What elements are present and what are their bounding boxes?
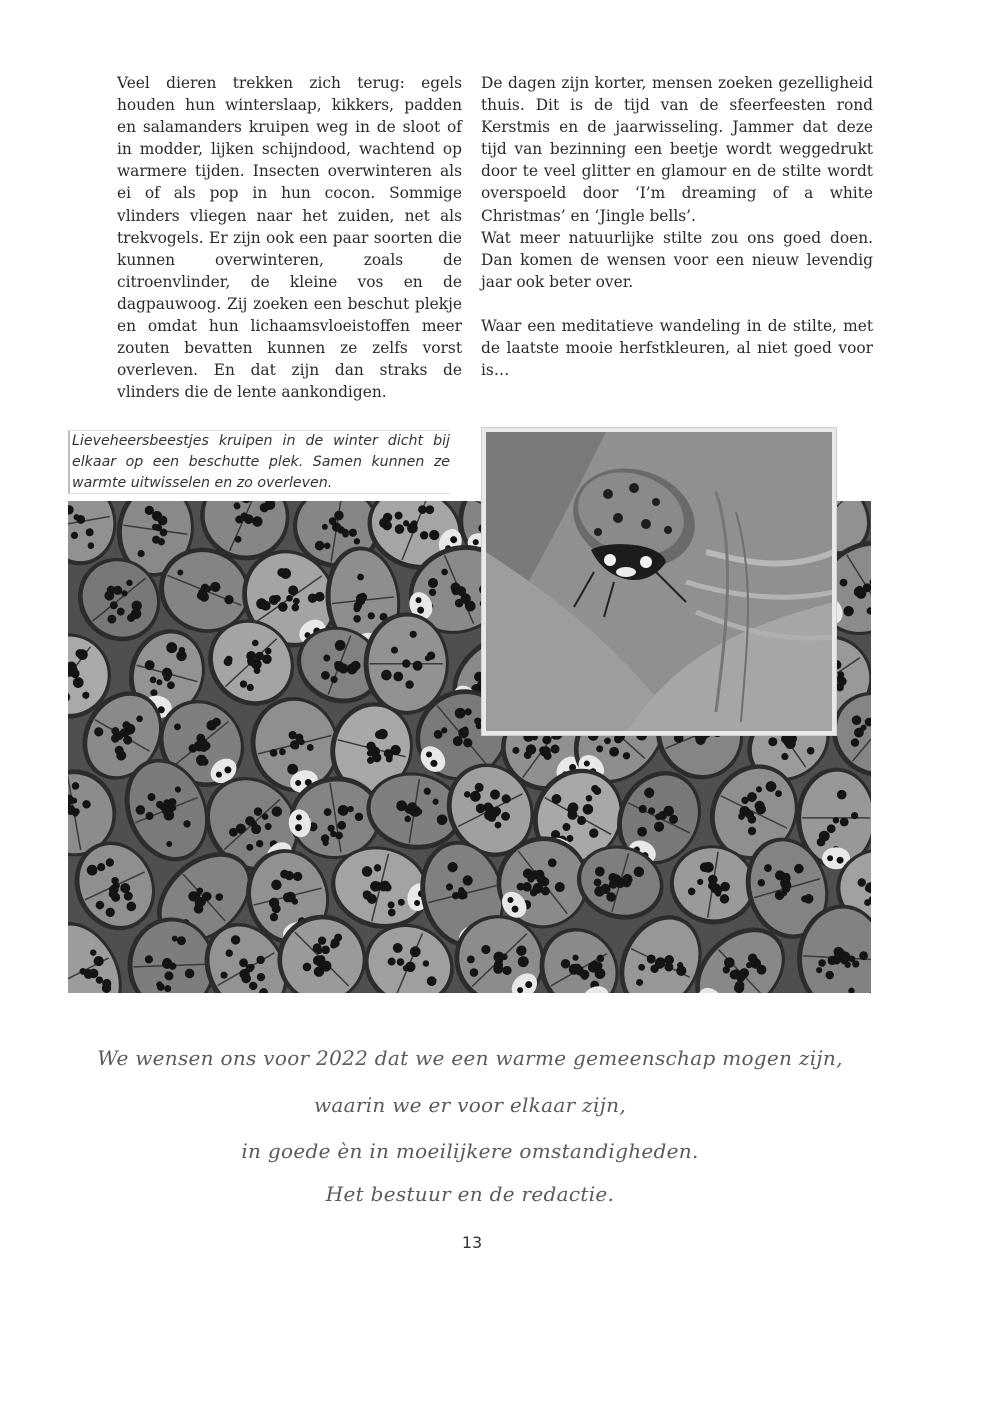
right-text-column <box>481 72 873 381</box>
right-column-paragraph-3: Waar een meditatieve wandeling in de stilte, met de laatste mooie herfstkleuren, al niet goed voor is… <box>481 316 873 380</box>
left-text-column <box>117 72 462 403</box>
photo-caption: Lieveheersbeestjes kruipen in de winter dicht bij elkaar op een beschutte plek. Samen kunnen ze warmte uitwisselen en zo overleven. <box>68 430 450 494</box>
single-ladybug-photo <box>481 427 837 736</box>
wish-signature: Het bestuur en de redactie. <box>325 1182 615 1206</box>
wish-line-1: We wensen ons voor 2022 dat we een warme gemeenschap mogen zijn, <box>97 1046 843 1070</box>
wish-line-3: in goede èn in moeilijkere omstandigheden. <box>241 1139 699 1163</box>
page-number: 13 <box>461 1233 483 1252</box>
right-column-paragraph-2: Wat meer natuurlijke stilte zou ons goed doen. Dan komen de wensen voor een nieuw levendig jaar ook beter over. <box>481 228 873 291</box>
left-column-paragraph: Veel dieren trekken zich terug: egels houden hun winterslaap, kikkers, padden en salamanders kruipen weg in de sloot of in modder, lijken schijndood, wachtend op warmere tijden. Insecten overwinteren als ei of als pop in hun cocon. Sommige vlinders vliegen naar het zuiden, net als trekvogels. Er zijn ook een paar soorten die kunnen overwinteren, zoals de citroenvlinder, de kleine vos en de dagpauwoog. Zij zoeken een beschut plekje en omdat hun lichaamsvloeistoffen meer zouten bevatten kunnen ze zelfs vorst overleven. En dat zijn dan straks de vlinders die de lente aankondigen. <box>117 74 462 402</box>
right-column-paragraph-1: De dagen zijn korter, mensen zoeken gezelligheid thuis. Dit is de tijd van de sfeerfeesten rond Kerstmis en de jaarwisseling. Jammer dat deze tijd van bezinning een beetje wordt weggedrukt door te veel glitter en glamour en de stilte wordt overspoeld door ‘I’m dreaming of a white Christmas’ en ‘Jingle bells’. <box>481 74 873 225</box>
wish-line-2: waarin we er voor elkaar zijn, <box>313 1093 627 1117</box>
